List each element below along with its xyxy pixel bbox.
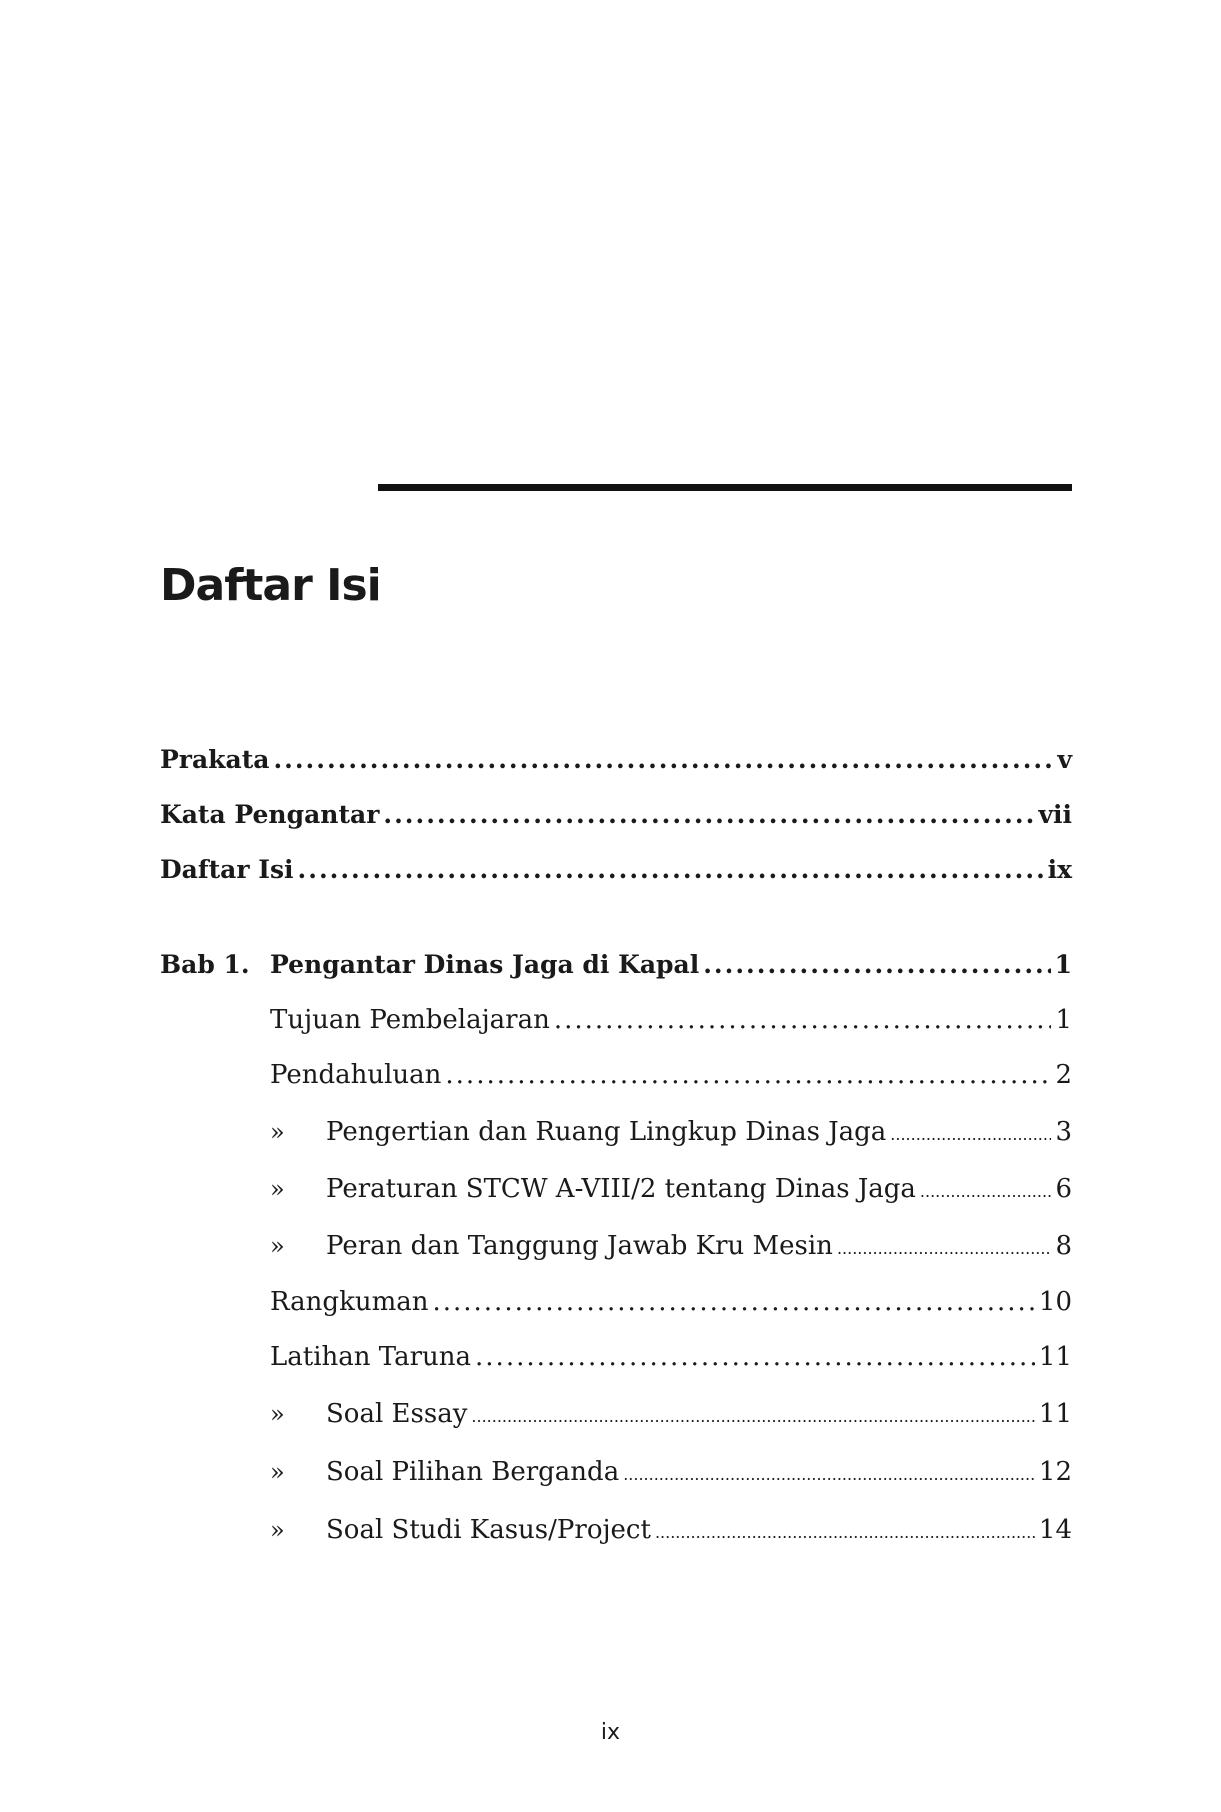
- dot-leader: [445, 1060, 1051, 1090]
- section-label: Tujuan Pembelajaran: [270, 1005, 550, 1035]
- toc-entry-page: v: [1057, 745, 1072, 774]
- bullet-marker: »: [270, 1232, 285, 1260]
- toc-entry-page: ix: [1047, 855, 1072, 884]
- subsection-page: 11: [1038, 1399, 1072, 1429]
- bullet-marker: »: [270, 1458, 285, 1486]
- chapter-number: Bab 1.: [160, 950, 250, 979]
- toc-subsection-peraturan[interactable]: [160, 1174, 1072, 1214]
- chapter-title: Pengantar Dinas Jaga di Kapal: [270, 950, 700, 979]
- dot-leader: [890, 1125, 1051, 1144]
- subsection-label: Soal Studi Kasus/Project: [326, 1515, 651, 1545]
- dot-leader: [554, 1005, 1052, 1035]
- toc-section-latihan[interactable]: [160, 1342, 1072, 1382]
- toc-entry-page: vii: [1038, 800, 1072, 829]
- toc-subsection-essay[interactable]: [160, 1399, 1072, 1439]
- toc-section-rangkuman[interactable]: [160, 1287, 1072, 1327]
- section-page: 1: [1055, 1005, 1072, 1035]
- dot-leader: [432, 1287, 1034, 1317]
- chapter-page: 1: [1054, 950, 1072, 979]
- subsection-page: 14: [1038, 1515, 1072, 1545]
- toc-section-pendahuluan[interactable]: [160, 1060, 1072, 1100]
- dot-leader: [475, 1342, 1035, 1372]
- bullet-marker: »: [270, 1400, 285, 1428]
- toc-subsection-pengertian[interactable]: [160, 1117, 1072, 1157]
- toc-section-tujuan[interactable]: [160, 1005, 1072, 1045]
- toc-chapter-1[interactable]: [160, 950, 1072, 990]
- toc-entry-prakata[interactable]: [160, 745, 1072, 785]
- section-page: 2: [1055, 1060, 1072, 1090]
- bullet-marker: »: [270, 1118, 285, 1146]
- dot-leader: [703, 950, 1050, 979]
- subsection-page: 6: [1055, 1174, 1072, 1204]
- dot-leader: [383, 800, 1034, 829]
- section-page: 11: [1038, 1342, 1072, 1372]
- subsection-label: Peran dan Tanggung Jawab Kru Mesin: [326, 1231, 833, 1261]
- toc-entry-daftar-isi[interactable]: [160, 855, 1072, 895]
- dot-leader: [623, 1465, 1035, 1484]
- dot-leader: [920, 1182, 1052, 1201]
- section-label: Latihan Taruna: [270, 1342, 472, 1372]
- section-page: 10: [1038, 1287, 1072, 1317]
- section-label: Rangkuman: [270, 1287, 429, 1317]
- subsection-label: Soal Pilihan Berganda: [326, 1457, 620, 1487]
- bullet-marker: »: [270, 1516, 285, 1544]
- toc-entry-kata-pengantar[interactable]: [160, 800, 1072, 840]
- dot-leader: [655, 1523, 1035, 1542]
- toc-entry-label: Kata Pengantar: [160, 800, 380, 829]
- subsection-page: 3: [1055, 1117, 1072, 1147]
- toc-entry-label: Daftar Isi: [160, 855, 294, 884]
- toc-subsection-peran[interactable]: [160, 1231, 1072, 1271]
- toc-subsection-pilihan[interactable]: [160, 1457, 1072, 1497]
- subsection-label: Soal Essay: [326, 1399, 468, 1429]
- toc-subsection-studi-kasus[interactable]: [160, 1515, 1072, 1555]
- dot-leader: [471, 1407, 1035, 1426]
- page-number: ix: [600, 1720, 621, 1745]
- subsection-page: 8: [1055, 1231, 1072, 1261]
- bullet-marker: »: [270, 1175, 285, 1203]
- subsection-label: Pengertian dan Ruang Lingkup Dinas Jaga: [326, 1117, 887, 1147]
- dot-leader: [273, 745, 1053, 774]
- subsection-label: Peraturan STCW A-VIII/2 tentang Dinas Jaga: [326, 1174, 916, 1204]
- toc-entry-label: Prakata: [160, 745, 270, 774]
- section-label: Pendahuluan: [270, 1060, 442, 1090]
- dot-leader: [298, 855, 1044, 884]
- page-title: Daftar Isi: [160, 560, 381, 611]
- dot-leader: [837, 1239, 1052, 1258]
- header-rule: [378, 484, 1072, 491]
- subsection-page: 12: [1038, 1457, 1072, 1487]
